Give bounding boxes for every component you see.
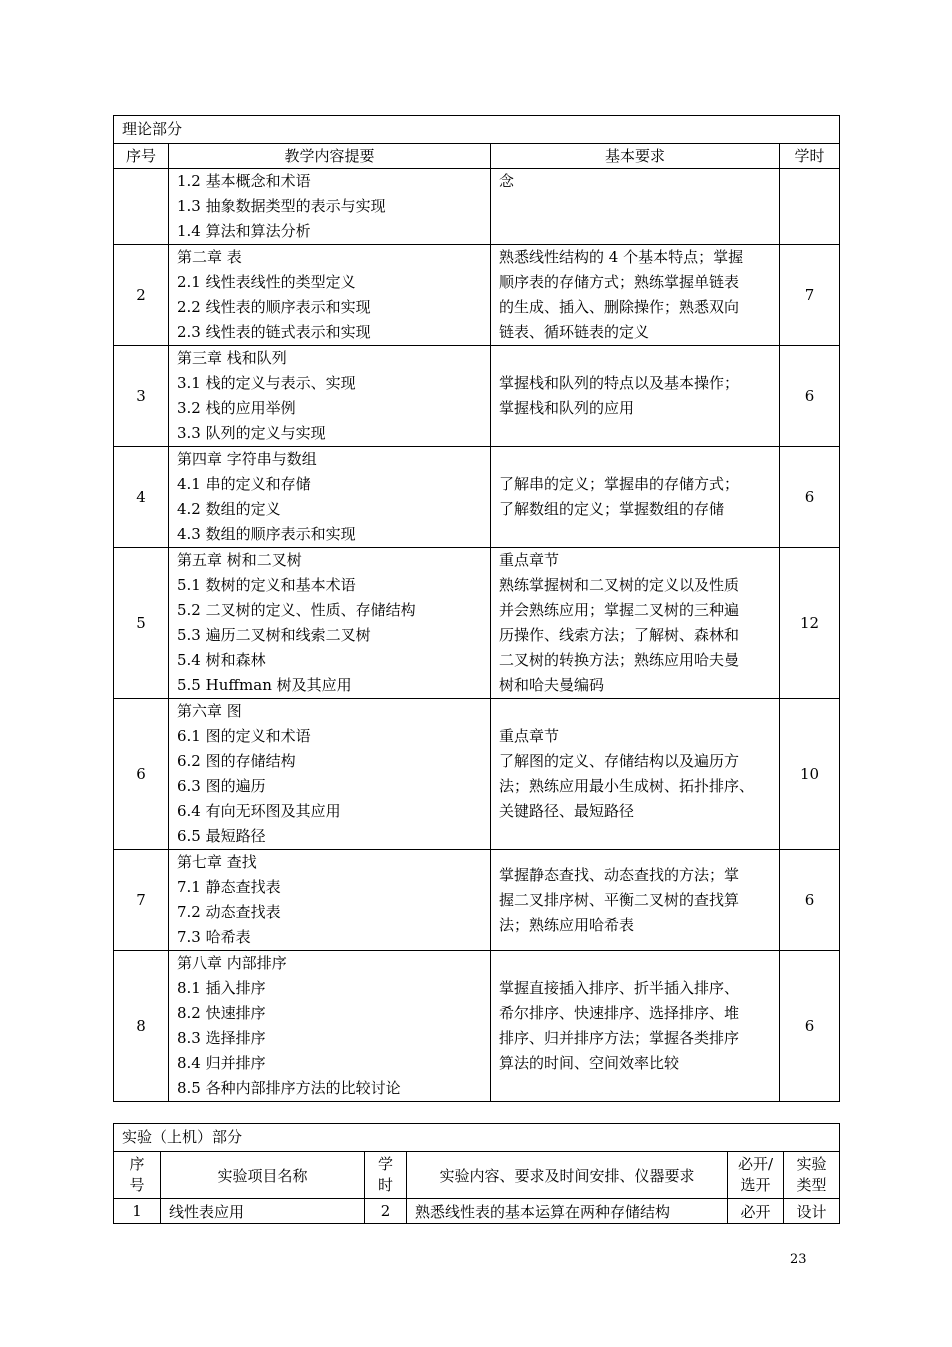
hours-cell: 7	[780, 245, 840, 346]
content-line: 4.3 数组的顺序表示和实现	[177, 525, 356, 543]
lab-name-cell: 线性表应用	[161, 1199, 365, 1224]
row-number: 7	[114, 850, 169, 951]
lab-hours-cell: 2	[365, 1199, 407, 1224]
lab-no-cell: 1	[114, 1199, 161, 1224]
hours-cell: 12	[780, 548, 840, 699]
content-cell	[169, 447, 491, 548]
row-number: 5	[114, 548, 169, 699]
content-line: 7.3 哈希表	[177, 928, 251, 946]
theory-row	[114, 850, 840, 951]
content-cell	[169, 699, 491, 850]
requirement-line: 掌握栈和队列的应用	[499, 399, 635, 417]
content-line: 5.4 树和森林	[177, 651, 266, 669]
theory-row	[114, 699, 840, 850]
content-line: 6.1 图的定义和术语	[177, 727, 311, 745]
requirement-line: 熟练掌握树和二叉树的定义以及性质	[499, 576, 740, 594]
requirement-line: 握二叉排序树、平衡二叉树的查找算	[499, 890, 740, 909]
requirement-cell	[491, 548, 780, 699]
requirement-line: 链表、循环链表的定义	[499, 323, 650, 341]
content-line: 8.5 各种内部排序方法的比较讨论	[177, 1079, 401, 1097]
requirement-line: 算法的时间、空间效率比较	[499, 1054, 680, 1072]
content-line: 第七章 查找	[177, 853, 257, 871]
content-line: 8.3 选择排序	[177, 1029, 266, 1047]
theory-table	[113, 115, 840, 1102]
page-number: 23	[790, 1252, 807, 1267]
requirement-line: 重点章节	[499, 551, 560, 569]
content-line: 4.1 串的定义和存储	[177, 475, 311, 493]
requirement-cell	[491, 850, 780, 951]
hours-cell: 6	[780, 850, 840, 951]
requirement-line: 了解串的定义；掌握串的存储方式；	[499, 475, 740, 493]
lab-row	[114, 1199, 840, 1224]
content-cell	[169, 346, 491, 447]
requirement-line: 法；熟练应用哈希表	[499, 915, 635, 934]
requirement-line: 掌握栈和队列的特点以及基本操作；	[499, 374, 740, 392]
requirement-line: 法；熟练应用最小生成树、拓扑排序、	[499, 777, 755, 795]
lab-header-required: 必开/ 选开	[728, 1152, 784, 1199]
theory-row	[114, 169, 840, 245]
content-line: 3.2 栈的应用举例	[177, 399, 296, 417]
content-line: 5.1 数树的定义和基本术语	[177, 576, 356, 594]
content-line: 1.2 基本概念和术语	[177, 172, 311, 190]
content-line: 5.3 遍历二叉树和线索二叉树	[177, 626, 371, 644]
requirement-line: 掌握直接插入排序、折半插入排序、	[499, 979, 740, 997]
requirement-line: 重点章节	[499, 727, 560, 745]
requirement-line: 念	[499, 172, 515, 190]
theory-row	[114, 447, 840, 548]
requirement-cell	[491, 951, 780, 1102]
requirement-line: 排序、归并排序方法；掌握各类排序	[499, 1029, 740, 1047]
requirement-cell	[491, 346, 780, 447]
lab-table	[113, 1123, 840, 1224]
content-line: 6.4 有向无环图及其应用	[177, 802, 341, 820]
content-line: 8.1 插入排序	[177, 979, 266, 997]
requirement-line: 并会熟练应用；掌握二叉树的三种遍	[499, 601, 740, 619]
content-line: 7.2 动态查找表	[177, 903, 281, 921]
content-line: 2.1 线性表线性的类型定义	[177, 273, 356, 291]
requirement-line: 二叉树的转换方法；熟练应用哈夫曼	[499, 651, 740, 669]
hours-cell	[780, 169, 840, 245]
lab-header-hours: 学 时	[365, 1152, 407, 1199]
content-line: 3.3 队列的定义与实现	[177, 424, 326, 442]
lab-header-type: 实验 类型	[784, 1152, 840, 1199]
content-line: 2.2 线性表的顺序表示和实现	[177, 298, 371, 316]
content-line: 6.3 图的遍历	[177, 777, 266, 795]
row-number: 2	[114, 245, 169, 346]
row-number: 8	[114, 951, 169, 1102]
requirement-cell	[491, 169, 780, 245]
theory-row	[114, 245, 840, 346]
content-line: 第三章 栈和队列	[177, 349, 287, 367]
theory-row	[114, 346, 840, 447]
lab-required-cell: 必开	[728, 1199, 784, 1224]
content-line: 3.1 栈的定义与表示、实现	[177, 374, 356, 392]
header-requirements: 基本要求	[491, 144, 780, 169]
content-line: 6.2 图的存储结构	[177, 752, 296, 770]
hours-cell: 6	[780, 346, 840, 447]
content-line: 第六章 图	[177, 702, 242, 720]
lab-type-cell: 设计	[784, 1199, 840, 1224]
requirement-cell	[491, 245, 780, 346]
hours-cell: 6	[780, 951, 840, 1102]
lab-content-cell: 熟悉线性表的基本运算在两种存储结构	[407, 1199, 728, 1224]
requirement-line: 希尔排序、快速排序、选择排序、堆	[499, 1004, 740, 1022]
content-line: 8.4 归并排序	[177, 1054, 266, 1072]
hours-cell: 6	[780, 447, 840, 548]
row-number	[114, 169, 169, 245]
lab-header-name: 实验项目名称	[161, 1152, 365, 1199]
requirement-cell	[491, 447, 780, 548]
content-cell	[169, 245, 491, 346]
requirement-cell	[491, 699, 780, 850]
content-line: 8.2 快速排序	[177, 1004, 266, 1022]
content-line: 2.3 线性表的链式表示和实现	[177, 323, 371, 341]
content-line: 5.2 二叉树的定义、性质、存储结构	[177, 601, 416, 619]
row-number: 4	[114, 447, 169, 548]
requirement-line: 的生成、插入、删除操作；熟悉双向	[499, 298, 740, 316]
requirement-line: 历操作、线索方法；了解树、森林和	[499, 626, 740, 644]
content-line: 1.4 算法和算法分析	[177, 222, 311, 240]
content-line: 第二章 表	[177, 248, 242, 266]
content-line: 4.2 数组的定义	[177, 500, 281, 518]
content-line: 7.1 静态查找表	[177, 878, 281, 896]
requirement-line: 了解数组的定义；掌握数组的存储	[499, 500, 725, 518]
lab-header-no: 序 号	[114, 1152, 161, 1199]
header-content: 教学内容提要	[169, 144, 491, 169]
row-number: 3	[114, 346, 169, 447]
content-cell	[169, 548, 491, 699]
lab-header-content: 实验内容、要求及时间安排、仪器要求	[407, 1152, 728, 1199]
content-line: 1.3 抽象数据类型的表示与实现	[177, 197, 386, 215]
requirement-line: 了解图的定义、存储结构以及遍历方	[499, 752, 740, 770]
hours-cell: 10	[780, 699, 840, 850]
row-number: 6	[114, 699, 169, 850]
content-cell	[169, 850, 491, 951]
header-no: 序号	[114, 144, 169, 169]
content-line: 第八章 内部排序	[177, 954, 287, 972]
theory-section-title: 理论部分	[114, 116, 840, 144]
lab-section-title: 实验（上机）部分	[114, 1124, 840, 1152]
requirement-line: 关键路径、最短路径	[499, 802, 635, 820]
content-line: 5.5 Huffman 树及其应用	[177, 676, 352, 694]
theory-row	[114, 951, 840, 1102]
requirement-line: 顺序表的存储方式；熟练掌握单链表	[499, 273, 740, 291]
content-cell	[169, 951, 491, 1102]
content-cell	[169, 169, 491, 245]
content-line: 6.5 最短路径	[177, 827, 266, 845]
requirement-line: 掌握静态查找、动态查找的方法；掌	[499, 865, 740, 884]
requirement-line: 熟悉线性结构的 4 个基本特点；掌握	[499, 248, 744, 266]
theory-row	[114, 548, 840, 699]
header-hours: 学时	[780, 144, 840, 169]
requirement-line: 树和哈夫曼编码	[499, 676, 605, 694]
content-line: 第五章 树和二叉树	[177, 551, 302, 569]
content-line: 第四章 字符串与数组	[177, 450, 317, 468]
